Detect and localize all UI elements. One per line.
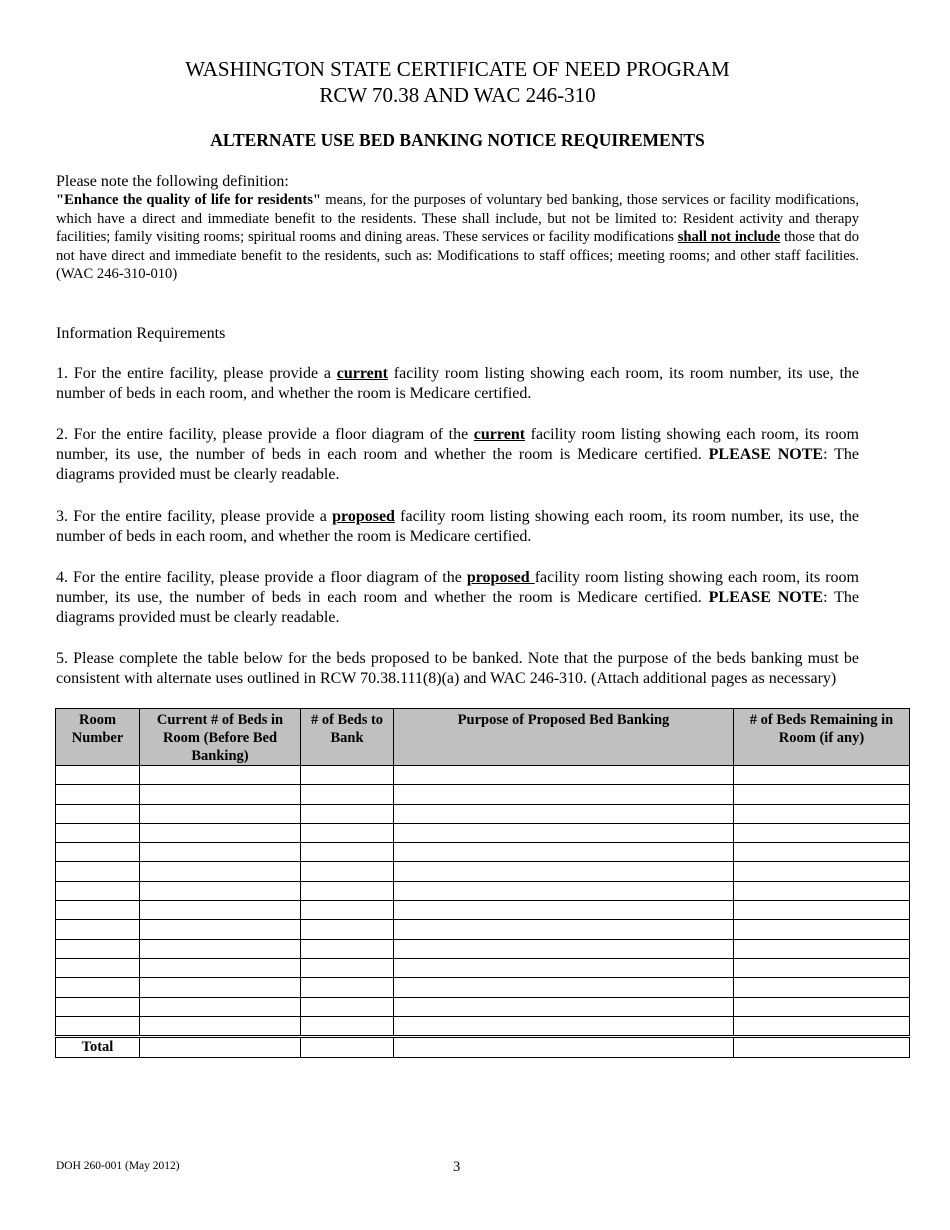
table-cell[interactable] (394, 766, 734, 785)
table-cell[interactable] (301, 958, 394, 977)
table-cell[interactable] (56, 881, 140, 900)
table-cell[interactable] (56, 901, 140, 920)
column-header-current-beds: Current # of Beds in Room (Before Bed Banking) (140, 709, 301, 766)
bed-banking-table (55, 708, 910, 1058)
table-cell[interactable] (734, 862, 910, 881)
requirement-item-2: 2. For the entire facility, please provide a floor diagram of the current facility room listing showing each room, its room number, its use, the number of beds in each room and whether the room is Medicare certified. PLEASE NOTE: The diagrams provided must be clearly readable. (56, 426, 860, 483)
table-cell[interactable] (734, 804, 910, 823)
document-title: WASHINGTON STATE CERTIFICATE OF NEED PROGRAM (185, 57, 730, 81)
table-cell[interactable] (301, 881, 394, 900)
table-cell[interactable] (734, 881, 910, 900)
table-cell[interactable] (56, 1016, 140, 1036)
table-cell[interactable] (394, 1016, 734, 1036)
table-cell[interactable] (734, 901, 910, 920)
table-cell[interactable] (394, 901, 734, 920)
table-cell[interactable] (56, 997, 140, 1016)
table-cell[interactable] (56, 785, 140, 804)
table-cell[interactable] (56, 804, 140, 823)
requirement-item-3: 3. For the entire facility, please provide a proposed facility room listing showing each room, its room number, its use, the number of beds in each room, and whether the room is Medicare certified. (56, 508, 859, 545)
table-row (56, 843, 910, 862)
column-header-beds-to-bank: # of Beds to Bank (301, 709, 394, 766)
table-cell[interactable] (56, 978, 140, 997)
total-row (56, 1037, 910, 1058)
requirement-item-1: 1. For the entire facility, please provide a current facility room listing showing each room, its room number, its use, the number of beds in each room, and whether the room is Medicare certified. (56, 365, 860, 402)
table-cell[interactable] (734, 843, 910, 862)
table-cell[interactable] (140, 823, 301, 842)
total-current-beds-cell[interactable] (140, 1037, 301, 1058)
table-cell[interactable] (734, 766, 910, 785)
table-row (56, 978, 910, 997)
table-cell[interactable] (140, 1016, 301, 1036)
table-row (56, 939, 910, 958)
page-number: 3 (453, 1159, 461, 1175)
table-cell[interactable] (394, 843, 734, 862)
definition-exclusion: shall not include (677, 229, 781, 245)
table-cell[interactable] (56, 843, 140, 862)
table-cell[interactable] (140, 997, 301, 1016)
definition-term: "Enhance the quality of life for residents" (56, 192, 321, 208)
table-cell[interactable] (394, 785, 734, 804)
table-cell[interactable] (394, 939, 734, 958)
table-cell[interactable] (734, 939, 910, 958)
form-identifier: DOH 260-001 (May 2012) (56, 1160, 180, 1172)
table-cell[interactable] (301, 920, 394, 939)
table-row (56, 881, 910, 900)
table-cell[interactable] (394, 804, 734, 823)
table-cell[interactable] (734, 823, 910, 842)
table-cell[interactable] (301, 804, 394, 823)
table-cell[interactable] (140, 862, 301, 881)
table-cell[interactable] (301, 823, 394, 842)
table-cell[interactable] (140, 766, 301, 785)
table-cell[interactable] (734, 1016, 910, 1036)
table-cell[interactable] (734, 978, 910, 997)
table-cell[interactable] (301, 785, 394, 804)
column-header-room-number: Room Number (56, 709, 140, 766)
definition-paragraph: "Enhance the quality of life for residents" means, for the purposes of voluntary bed banking, those services or facility modifications, which have a direct and immediate benefit to the residents. These shall include, but not be limited to: Resident activity and therapy facilities; family visiting rooms; spiritual rooms and dining areas. These services or facility modifications shall not include those that do not have direct and immediate benefit to the residents, such as: Modifications to staff offices; meeting rooms; and other staff facilities. (WAC 246-310-010) (56, 192, 860, 282)
table-cell[interactable] (301, 862, 394, 881)
table-cell[interactable] (301, 843, 394, 862)
table-cell[interactable] (140, 978, 301, 997)
requirements-heading: Information Requirements (56, 325, 226, 342)
table-cell[interactable] (734, 997, 910, 1016)
table-row (56, 1016, 910, 1036)
section-title: ALTERNATE USE BED BANKING NOTICE REQUIREMENTS (210, 130, 705, 150)
table-row (56, 997, 910, 1016)
table-row (56, 920, 910, 939)
table-cell[interactable] (56, 862, 140, 881)
table-header-row (56, 709, 910, 766)
total-label: Total (56, 1037, 140, 1058)
table-cell[interactable] (56, 920, 140, 939)
document-statute-line: RCW 70.38 AND WAC 246-310 (319, 83, 596, 107)
table-cell[interactable] (140, 804, 301, 823)
table-row (56, 804, 910, 823)
table-row (56, 901, 910, 920)
table-cell[interactable] (394, 920, 734, 939)
table-cell[interactable] (301, 978, 394, 997)
table-cell[interactable] (734, 785, 910, 804)
column-header-beds-remaining: # of Beds Remaining in Room (if any) (734, 709, 910, 766)
total-purpose-cell[interactable] (394, 1037, 734, 1058)
table-cell[interactable] (140, 901, 301, 920)
total-beds-to-bank-cell[interactable] (301, 1037, 394, 1058)
table-cell[interactable] (140, 920, 301, 939)
table-cell[interactable] (140, 881, 301, 900)
table-cell[interactable] (140, 958, 301, 977)
requirement-item-5: 5. Please complete the table below for the beds proposed to be banked. Note that the purpose of the beds banking must be consistent with alternate uses outlined in RCW 70.38.111(8)(a) and WAC 246-310. (Attach additional pages as necessary) (56, 650, 859, 687)
table-cell[interactable] (56, 823, 140, 842)
table-cell[interactable] (56, 939, 140, 958)
table-row (56, 958, 910, 977)
table-cell[interactable] (734, 958, 910, 977)
table-cell[interactable] (56, 958, 140, 977)
table-cell[interactable] (394, 862, 734, 881)
table-cell[interactable] (301, 1016, 394, 1036)
table-cell[interactable] (140, 939, 301, 958)
definition-intro: Please note the following definition: (56, 173, 289, 190)
table-cell[interactable] (56, 766, 140, 785)
table-cell[interactable] (301, 939, 394, 958)
requirement-item-4: 4. For the entire facility, please provide a floor diagram of the proposed facility room listing showing each room, its room number, its use, the number of beds in each room and whether the room is Medicare certified. PLEASE NOTE: The diagrams provided must be clearly readable. (56, 569, 860, 626)
table-cell[interactable] (301, 766, 394, 785)
column-header-purpose: Purpose of Proposed Bed Banking (394, 709, 734, 766)
table-cell[interactable] (394, 881, 734, 900)
table-row (56, 785, 910, 804)
table-cell[interactable] (734, 920, 910, 939)
table-cell[interactable] (394, 978, 734, 997)
table-cell[interactable] (140, 843, 301, 862)
table-cell[interactable] (301, 997, 394, 1016)
total-beds-remaining-cell[interactable] (734, 1037, 910, 1058)
table-cell[interactable] (394, 823, 734, 842)
table-cell[interactable] (301, 901, 394, 920)
table-cell[interactable] (394, 997, 734, 1016)
table-row (56, 862, 910, 881)
table-cell[interactable] (394, 958, 734, 977)
table-row (56, 823, 910, 842)
table-cell[interactable] (140, 785, 301, 804)
table-row (56, 766, 910, 785)
